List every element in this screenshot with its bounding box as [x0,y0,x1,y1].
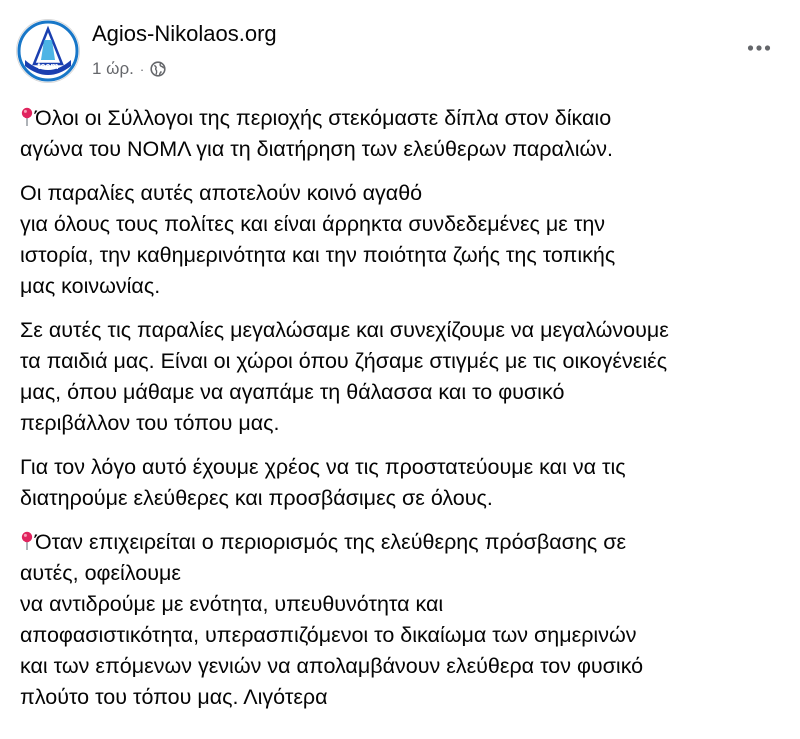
round-pushpin-icon [20,529,34,549]
post-text-line: ιστορία, την καθημερινότητα και την ποιότητα ζωής της τοπικής [20,243,616,267]
team-logo-icon [17,20,79,82]
more-options-icon [747,44,771,52]
post-text-line: αποφασιστικότητα, υπερασπιζόμενοι το δικαίωμα των σημερινών [20,623,637,647]
avatar-team-text: team [37,61,59,71]
round-pushpin-icon [20,105,34,125]
more-options-button[interactable] [739,33,779,63]
post-text-line: Σε αυτές τις παραλίες μεγαλώσαμε και συνεχίζουμε να μεγαλώνουμε [20,318,669,342]
post-paragraph [20,315,790,439]
post-text-line: Για τον λόγο αυτό έχουμε χρέος να τις προστατεύουμε και να τις [20,455,626,479]
meta-separator: · [139,61,145,77]
post-text-line: διατηρούμε ελεύθερες και προσβάσιμες σε όλους. [20,486,493,510]
post-paragraph [20,527,790,713]
post-text-line: για όλους τους πολίτες και είναι άρρηκτα συνδεδεμένες με την [20,212,606,236]
see-less-link[interactable]: Λιγότερα [243,685,328,709]
post-meta [92,58,166,80]
post-paragraph [20,178,790,302]
post-header [0,0,800,100]
post-text-line: μας, όπου μάθαμε να αγαπάμε τη θάλασσα και το φυσικό [20,380,565,404]
globe-icon[interactable] [150,61,166,77]
post-text-line: Όλοι οι Σύλλογοι της περιοχής στεκόμαστε δίπλα στον δίκαιο [35,106,612,130]
post-text-line: Οι παραλίες αυτές αποτελούν κοινό αγαθό [20,181,423,205]
post-text-line: αυτές, οφείλουμε [20,561,181,585]
post-text-line: περιβάλλον του τόπου μας. [20,411,280,435]
post-text-line: τα παιδιά μας. Είναι οι χώροι όπου ζήσαμε στιγμές με τις οικογένειές [20,349,668,373]
post-text-line: Όταν επιχειρείται ο περιορισμός της ελεύθερης πρόσβασης σε [35,530,627,554]
post-text-line: μας κοινωνίας. [20,274,161,298]
post-body [20,103,790,726]
post-text-line: πλούτο του τόπου μας. [20,685,239,709]
post-paragraph [20,452,790,514]
page-avatar[interactable] [17,20,79,82]
post-paragraph [20,103,790,165]
post-timestamp[interactable]: 1 ώρ. [92,59,134,78]
post-text-line: αγώνα του ΝΟΜΛ για τη διατήρηση των ελεύθερων παραλιών. [20,137,613,161]
post-text-line: να αντιδρούμε με ενότητα, υπευθυνότητα και [20,592,444,616]
page-name-link[interactable]: Agios-Nikolaos.org [92,21,277,46]
post-text-line: και των επόμενων γενιών να απολαμβάνουν ελεύθερα τον φυσικό [20,654,644,678]
